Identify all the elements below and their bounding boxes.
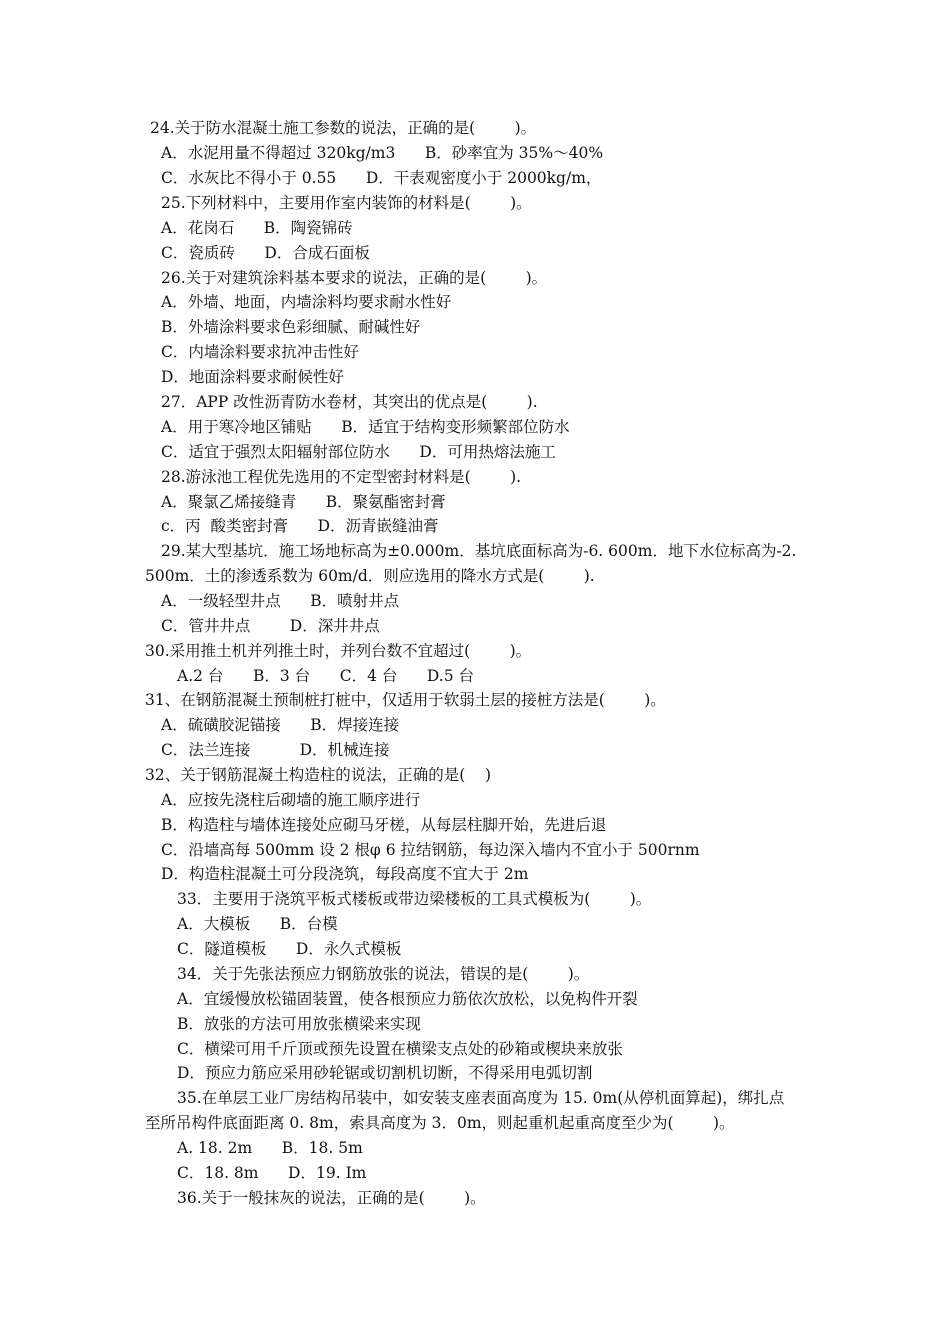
options-27-ab: A．用于寒冷地区铺贴 B．适宜于结构变形频繁部位防水 <box>161 418 570 436</box>
option-26-c: C．内墙涂料要求抗冲击性好 <box>161 343 359 361</box>
option-32-c: C．沿墙高每 500mm 设 2 根φ 6 拉结钢筋，每边深入墙内不宜小于 500rnm <box>161 841 700 859</box>
option-34-c: C．横梁可用千斤顶或预先设置在横梁支点处的砂箱或楔块来放张 <box>177 1040 623 1058</box>
options-29-cd: C．管井井点 D．深井井点 <box>161 617 380 635</box>
question-34: 34．关于先张法预应力钢筋放张的说法，错误的是( )。 <box>177 965 590 983</box>
options-24-ab: A．水泥用量不得超过 320kg/m3 B．砂率宜为 35%～40% <box>161 144 604 162</box>
question-29-line-1: 29.某大型基坑．施工场地标高为±0.000m．基坑底面标高为-6. 600m．地下水位标高为-2. <box>161 542 797 560</box>
options-25-ab: A．花岗石 B．陶瓷锦砖 <box>161 219 353 237</box>
options-28-ab: A．聚氯乙烯接缝青 B．聚氨酯密封膏 <box>161 493 446 511</box>
question-32: 32、关于钢筋混凝土构造柱的说法，正确的是( ) <box>145 766 492 784</box>
question-35-line-1: 35.在单层工业厂房结构吊装中，如安装支座表面高度为 15. 0m(从停机面算起)，绑扎点 <box>177 1089 785 1107</box>
option-26-a: A．外墙、地面，内墙涂料均要求耐水性好 <box>161 293 452 311</box>
options-27-cd: C．适宜于强烈太阳辐射部位防水 D．可用热熔法施工 <box>161 443 556 461</box>
option-34-b: B．放张的方法可用放张横梁来实现 <box>177 1015 421 1033</box>
option-26-b: B．外墙涂料要求色彩细腻、耐碱性好 <box>161 318 421 336</box>
question-30: 30.采用推土机并列推土时，并列台数不宜超过( )。 <box>145 642 532 660</box>
question-31: 31、在钢筋混凝土预制桩打桩中，仅适用于软弱土层的接桩方法是( )。 <box>145 691 666 709</box>
question-33: 33．主要用于浇筑平板式楼板或带边梁楼板的工具式模板为( )。 <box>177 890 652 908</box>
question-25: 25.下列材料中，主要用作室内装饰的材料是( )。 <box>161 194 532 212</box>
option-34-a: A．宜缓慢放松锚固装置，使各根预应力筋依次放松，以免构件开裂 <box>177 990 638 1008</box>
question-28: 28.游泳池工程优先选用的不定型密封材料是( ). <box>161 468 522 486</box>
options-31-ab: A．硫磺胶泥锚接 B．焊接连接 <box>161 716 400 734</box>
question-36: 36.关于一般抹灰的说法，正确的是( )。 <box>177 1189 486 1207</box>
question-29-line-2: 500m．土的渗透系数为 60m/d．则应选用的降水方式是( ). <box>145 567 595 585</box>
question-35-line-2: 至所吊构件底面距离 0. 8m，索具高度为 3．0m，则起重机起重高度至少为( )。 <box>145 1114 735 1132</box>
option-26-d: D．地面涂料要求耐候性好 <box>161 368 344 386</box>
options-33-ab: A．大模板 B．台模 <box>177 915 338 933</box>
options-28-cd: c．丙 酸类密封膏 D．沥青嵌缝油膏 <box>161 517 439 535</box>
option-34-d: D．预应力筋应采用砂轮锯或切割机切断，不得采用电弧切割 <box>177 1064 593 1082</box>
question-24: 24.关于防水混凝土施工参数的说法，正确的是( )。 <box>150 119 537 137</box>
options-25-cd: C．瓷质砖 D．合成石面板 <box>161 244 370 262</box>
option-32-a: A．应按先浇柱后砌墙的施工顺序进行 <box>161 791 421 809</box>
option-32-d: D．构造柱混凝土可分段浇筑，每段高度不宜大于 2m <box>161 865 529 883</box>
question-26: 26.关于对建筑涂料基本要求的说法，正确的是( )。 <box>161 269 548 287</box>
options-35-ab: A. 18. 2m B．18. 5m <box>177 1139 363 1157</box>
option-32-b: B．构造柱与墙体连接处应砌马牙槎，从每层柱脚开始，先进后退 <box>161 816 607 834</box>
options-24-cd: C．水灰比不得小于 0.55 D．干表观密度小于 2000kg/m， <box>161 169 602 187</box>
options-31-cd: C．法兰连接 D．机械连接 <box>161 741 390 759</box>
options-30: A.2 台 B．3 台 C．4 台 D.5 台 <box>177 667 475 685</box>
options-35-cd: C．18. 8m D．19. Im <box>177 1164 367 1182</box>
question-27: 27．APP 改性沥青防水卷材，其突出的优点是( ). <box>161 393 538 411</box>
options-33-cd: C．隧道模板 D．永久式模板 <box>177 940 402 958</box>
options-29-ab: A．一级轻型井点 B．喷射井点 <box>161 592 400 610</box>
